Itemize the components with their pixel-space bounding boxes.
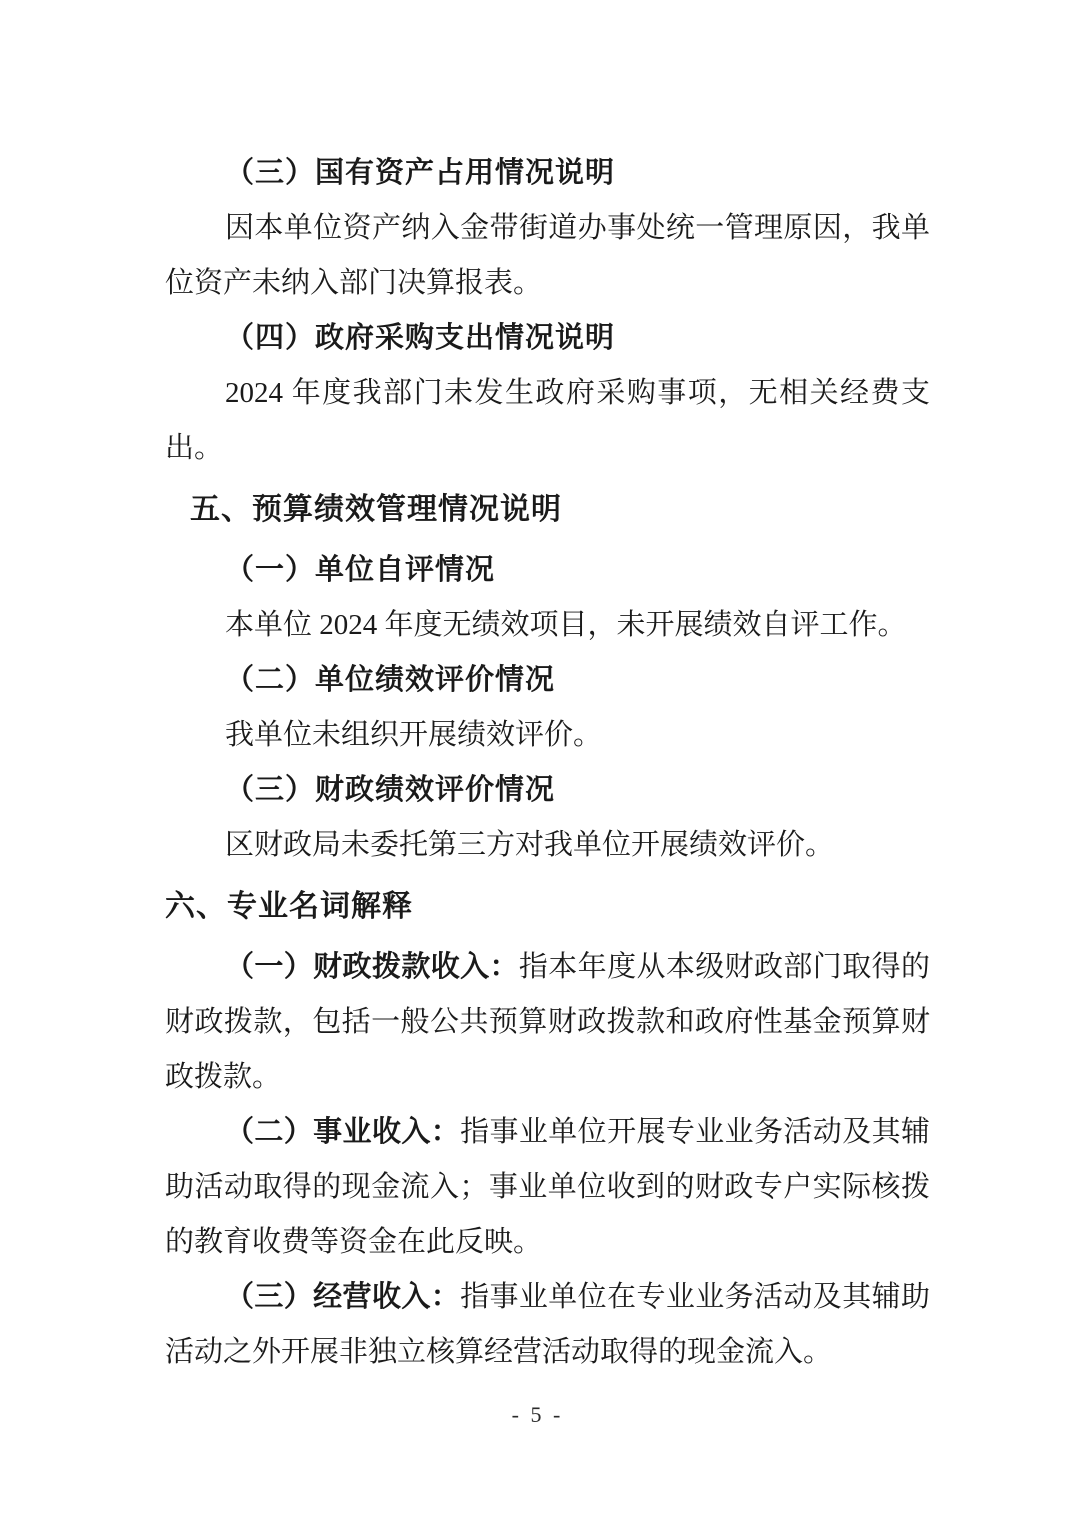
subsection-heading-fiscal-performance-eval: （三）财政绩效评价情况 <box>225 774 556 806</box>
page-number: - 5 - <box>511 1402 564 1427</box>
subsection-heading-state-assets: （三）国有资产占用情况说明 <box>225 157 616 189</box>
term-line-operating-income <box>165 1105 930 1160</box>
document-body <box>165 146 930 1380</box>
term-definition: 指事业单位开展专业业务活动及其辅 <box>460 1116 930 1148</box>
paragraph-line: 2024 年度我部门未发生政府采购事项，无相关经费支 <box>225 377 930 409</box>
paragraph-line: 区财政局未委托第三方对我单位开展绩效评价。 <box>225 829 835 861</box>
subsection-heading-self-evaluation: （一）单位自评情况 <box>225 554 496 586</box>
term-definition: 指事业单位在专业业务活动及其辅助 <box>460 1281 930 1313</box>
term-label: （一）财政拨款收入： <box>225 951 519 983</box>
paragraph-line: 的教育收费等资金在此反映。 <box>165 1226 543 1258</box>
paragraph-line: 政拨款。 <box>165 1061 282 1093</box>
term-line-fiscal-appropriation <box>165 940 930 995</box>
paragraph-line: 因本单位资产纳入金带街道办事处统一管理原因，我单 <box>225 212 930 244</box>
term-label: （二）事业收入： <box>225 1116 461 1148</box>
subsection-heading-unit-performance-eval: （二）单位绩效评价情况 <box>225 664 556 696</box>
term-line-business-income <box>165 1270 930 1325</box>
subsection-heading-gov-procurement: （四）政府采购支出情况说明 <box>225 322 616 354</box>
term-label: （三）经营收入： <box>225 1281 461 1313</box>
paragraph-line: 出。 <box>165 432 224 464</box>
paragraph-line: 位资产未纳入部门决算报表。 <box>165 267 543 299</box>
paragraph-line: 财政拨款，包括一般公共预算财政拨款和政府性基金预算财 <box>165 1006 930 1038</box>
paragraph-line: 助活动取得的现金流入；事业单位收到的财政专户实际核拨 <box>165 1171 930 1203</box>
paragraph-line: 我单位未组织开展绩效评价。 <box>225 719 603 751</box>
paragraph-line: 本单位 2024 年度无绩效项目，未开展绩效自评工作。 <box>225 609 907 641</box>
chapter-heading-terminology: 六、专业名词解释 <box>165 890 413 923</box>
chapter-heading-budget-performance: 五、预算绩效管理情况说明 <box>190 493 562 526</box>
paragraph-line: 活动之外开展非独立核算经营活动取得的现金流入。 <box>165 1336 833 1368</box>
term-definition: 指本年度从本级财政部门取得的 <box>518 951 930 983</box>
